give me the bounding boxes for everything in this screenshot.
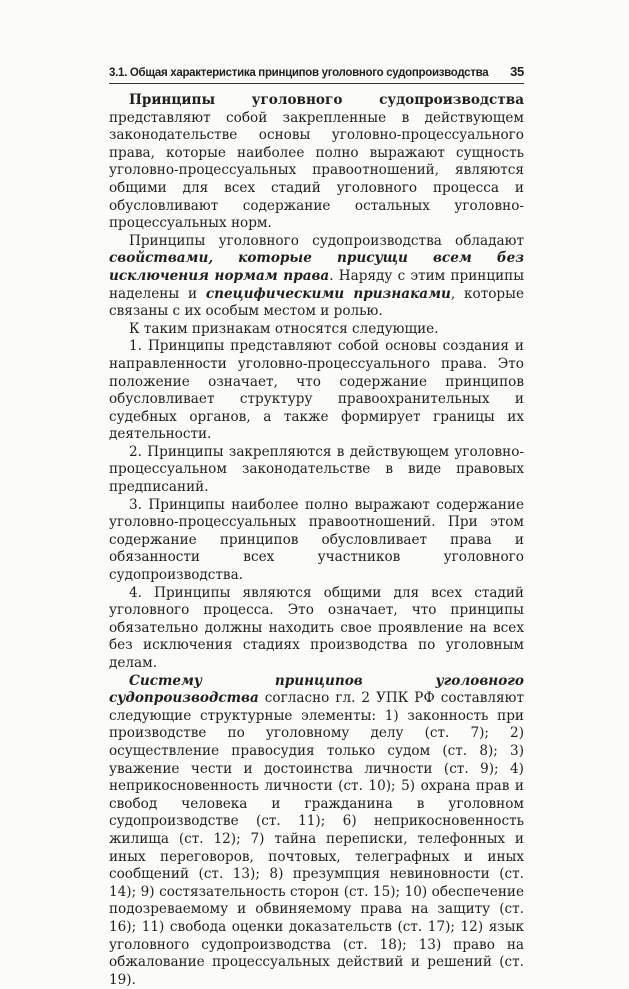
paragraph-properties (109, 233, 524, 321)
running-header (109, 64, 524, 84)
paragraph-feature-1: 1. Принципы представляют собой основы создания и направленности уголовно-процессуального права. Это положение означает, что содержание принципов обусловливает структуру правоохранительных и судебных органов, а также формирует границы их деятельности. (109, 338, 524, 443)
term-principles: Принципы уголовного судопроизводства (129, 92, 524, 108)
properties-text-2: . Наряду с этим принципы наделены и (109, 267, 525, 302)
paragraph-feature-2: 2. Принципы закрепляются в действующем уголовно-процессуальном законодательстве в виде правовых предписаний. (109, 443, 524, 496)
paragraph-system (109, 673, 524, 989)
term-system: Систему принципов уголовного судопроизводства (109, 672, 524, 707)
book-page (109, 64, 524, 989)
paragraph-intro-features: К таким признакам относятся следующие. (129, 320, 439, 337)
page-body (109, 92, 524, 989)
section-title: 3.1. Общая характеристика принципов уголовного судопроизводства (109, 67, 489, 79)
system-text: согласно гл. 2 УПК РФ составляют следующие структурные элементы: 1) законность при производстве по уголовному делу (ст. 7); 2) осуществление правосудия только судом (ст. 8); 3) уважение чести и достоинства личности (ст. 9); 4) неприкосновенность личности (ст. 10); 5) охрана прав и свобод человека и гражданина в уголовном судопроизводстве (ст. 11); 6) неприкосновенность жилища (ст. 12); 7) тайна переписки, телефонных и иных переговоров, почтовых, телеграфных и иных сообщений (ст. 13); 8) презумпция невиновности (ст. 14); 9) состязательность сторон (ст. 15); 10) обеспечение подозреваемому и обвиняемому права на защиту (ст. 16); 11) свобода оценки доказательств (ст. 17); 12) язык уголовного судопроизводства (ст. 18); 13) право на обжалование процессуальных действий и решений (ст. 19). (109, 690, 524, 988)
properties-text-1: Принципы уголовного судопроизводства обладают (129, 232, 524, 249)
paragraph-feature-3: 3. Принципы наиболее полно выражают содержание уголовно-процессуальных правоотношений. При этом содержание принципов обусловливает права и обязанности всех участников уголовного судопроизводства. (109, 496, 524, 584)
definition-text: представляют собой закрепленные в действующем законодательстве основы уголовно-процессуального права, которые наиболее полно выражают сущность уголовно-процессуальных правоотношений, являются общими для всех стадий уголовного процесса и обусловливают содержание остальных уголовно-процессуальных норм. (109, 109, 524, 232)
paragraph-feature-4: 4. Принципы являются общими для всех стадий уголовного процесса. Это означает, что принципы обязательно должны находить свое проявление на всех без исключения стадиях производства по уголовным делам. (109, 584, 524, 671)
emphasis-specific-features: специфическими признаками (205, 285, 451, 302)
paragraph-definition (109, 92, 524, 233)
page-number: 35 (510, 64, 524, 79)
properties-text-3: , которые связаны с их особым местом и ролью. (109, 285, 524, 320)
emphasis-properties: свойствами, которые присущи всем без исключения нормам права (109, 250, 524, 284)
